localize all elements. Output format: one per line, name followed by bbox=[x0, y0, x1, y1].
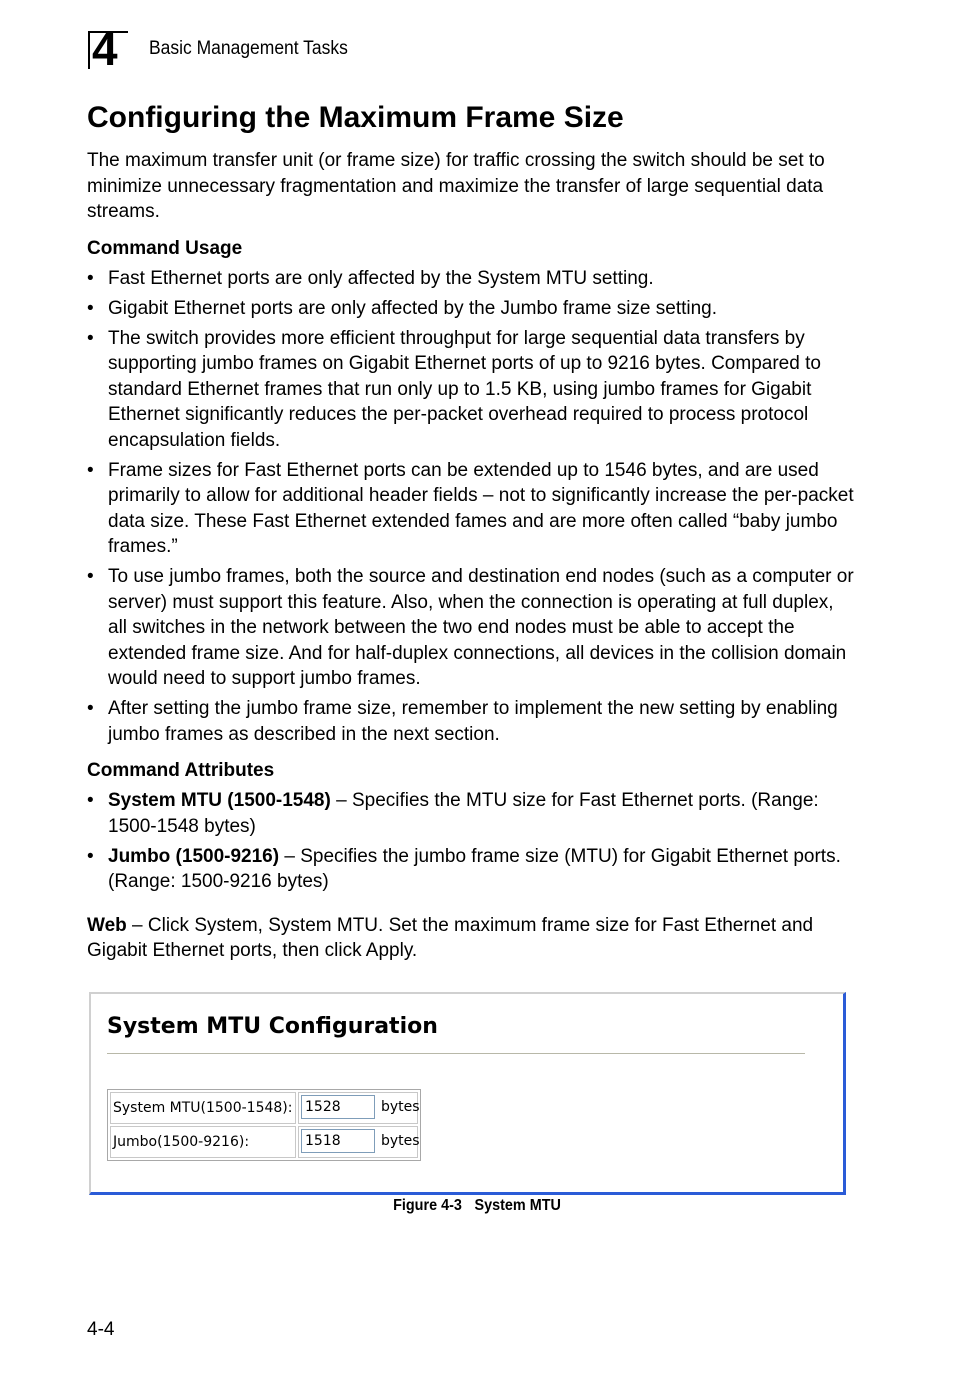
table-row bbox=[110, 1126, 418, 1158]
list-item bbox=[87, 326, 857, 454]
command-attributes-list bbox=[87, 788, 857, 895]
web-text: – Click System, System MTU. Set the maximum frame size for Fast Ethernet and Gigabit Ethernet ports, then click Apply. bbox=[87, 914, 814, 961]
system-mtu-cell bbox=[298, 1092, 418, 1124]
attribute-description: – Specifies the jumbo frame size (MTU) for Gigabit Ethernet ports. (Range: 1500-9216 bytes) bbox=[108, 845, 841, 892]
list-item-text: After setting the jumbo frame size, remember to implement the new setting by enabling jumbo frames as described in the next section. bbox=[108, 698, 838, 745]
system-mtu-input[interactable]: 1528 bbox=[301, 1095, 375, 1119]
bullet-icon: • bbox=[87, 297, 94, 319]
bullet-icon: • bbox=[87, 845, 94, 867]
panel-title: System MTU Configuration bbox=[107, 1014, 438, 1039]
command-usage-list bbox=[87, 266, 857, 748]
list-item-text: Fast Ethernet ports are only affected by the System MTU setting. bbox=[108, 267, 654, 289]
list-item bbox=[87, 564, 857, 692]
attribute-term: Jumbo (1500-9216) bbox=[108, 845, 280, 867]
section-content bbox=[87, 100, 857, 964]
jumbo-label: Jumbo(1500-9216): bbox=[110, 1126, 296, 1158]
list-item bbox=[87, 266, 857, 292]
mtu-settings-table bbox=[107, 1089, 421, 1161]
caption-number: Figure 4-3 bbox=[393, 1197, 462, 1214]
list-item bbox=[87, 844, 857, 895]
attribute-description: – Specifies the MTU size for Fast Ethernet ports. (Range: 1500-1548 bytes) bbox=[108, 790, 819, 837]
bullet-icon: • bbox=[87, 267, 94, 289]
list-item bbox=[87, 458, 857, 560]
attribute-term: System MTU (1500-1548) bbox=[108, 790, 331, 811]
list-item-text: The switch provides more efficient throughput for large sequential data transfers by supporting jumbo frames on Gigabit Ethernet ports of up to 9216 bytes. Compared to standard Ethernet frames that run only up to 1.5 KB, using jumbo frames for Gigabit Ethernet significantly reduces the per-packet overhead required to process protocol encapsulation fields. bbox=[108, 327, 821, 451]
jumbo-unit: bytes bbox=[381, 1133, 420, 1149]
bullet-icon: • bbox=[87, 327, 94, 349]
bullet-icon: • bbox=[87, 566, 94, 587]
list-item-text: To use jumbo frames, both the source and destination end nodes (such as a computer or server) must support this feature. Also, when the connection is operating at full duplex, all switches in the network between the two end nodes must be able to accept the extended frame size. And for half-duplex connections, all devices in the collision domain would need to support jumbo frames. bbox=[108, 566, 854, 689]
bullet-icon: • bbox=[87, 790, 94, 811]
system-mtu-label: System MTU(1500-1548): bbox=[110, 1092, 296, 1124]
page-number: 4-4 bbox=[87, 1319, 115, 1340]
jumbo-cell bbox=[298, 1126, 418, 1158]
bullet-icon: • bbox=[87, 459, 94, 481]
table-row bbox=[110, 1092, 418, 1124]
bullet-icon: • bbox=[87, 698, 94, 719]
list-item bbox=[87, 296, 857, 322]
command-usage-heading: Command Usage bbox=[87, 237, 243, 259]
intro-paragraph: The maximum transfer unit (or frame size) for traffic crossing the switch should be set to minimize unnecessary fragmentation and maximize the transfer of large sequential data streams. bbox=[87, 150, 825, 222]
list-item-text: Frame sizes for Fast Ethernet ports can be extended up to 1546 bytes, and are used primarily to allow for additional header fields – not to significantly increase the per-packet data size. These Fast Ethernet extended fames and are more often called “baby jumbo frames.” bbox=[108, 459, 854, 557]
command-attributes-heading: Command Attributes bbox=[87, 760, 275, 781]
section-title: Configuring the Maximum Frame Size bbox=[87, 101, 624, 134]
list-item bbox=[87, 696, 857, 747]
caption-text: System MTU bbox=[474, 1197, 561, 1214]
web-label: Web bbox=[87, 914, 127, 936]
divider bbox=[107, 1053, 805, 1054]
list-item bbox=[87, 788, 857, 839]
figure-caption bbox=[48, 1197, 907, 1215]
jumbo-input[interactable]: 1518 bbox=[301, 1129, 375, 1153]
system-mtu-screenshot bbox=[89, 992, 846, 1195]
system-mtu-unit: bytes bbox=[381, 1099, 420, 1115]
chapter-number: 4 bbox=[92, 23, 118, 75]
running-header-title: Basic Management Tasks bbox=[149, 38, 348, 59]
list-item-text: Gigabit Ethernet ports are only affected by the Jumbo frame size setting. bbox=[108, 297, 718, 319]
web-instructions bbox=[87, 913, 857, 964]
